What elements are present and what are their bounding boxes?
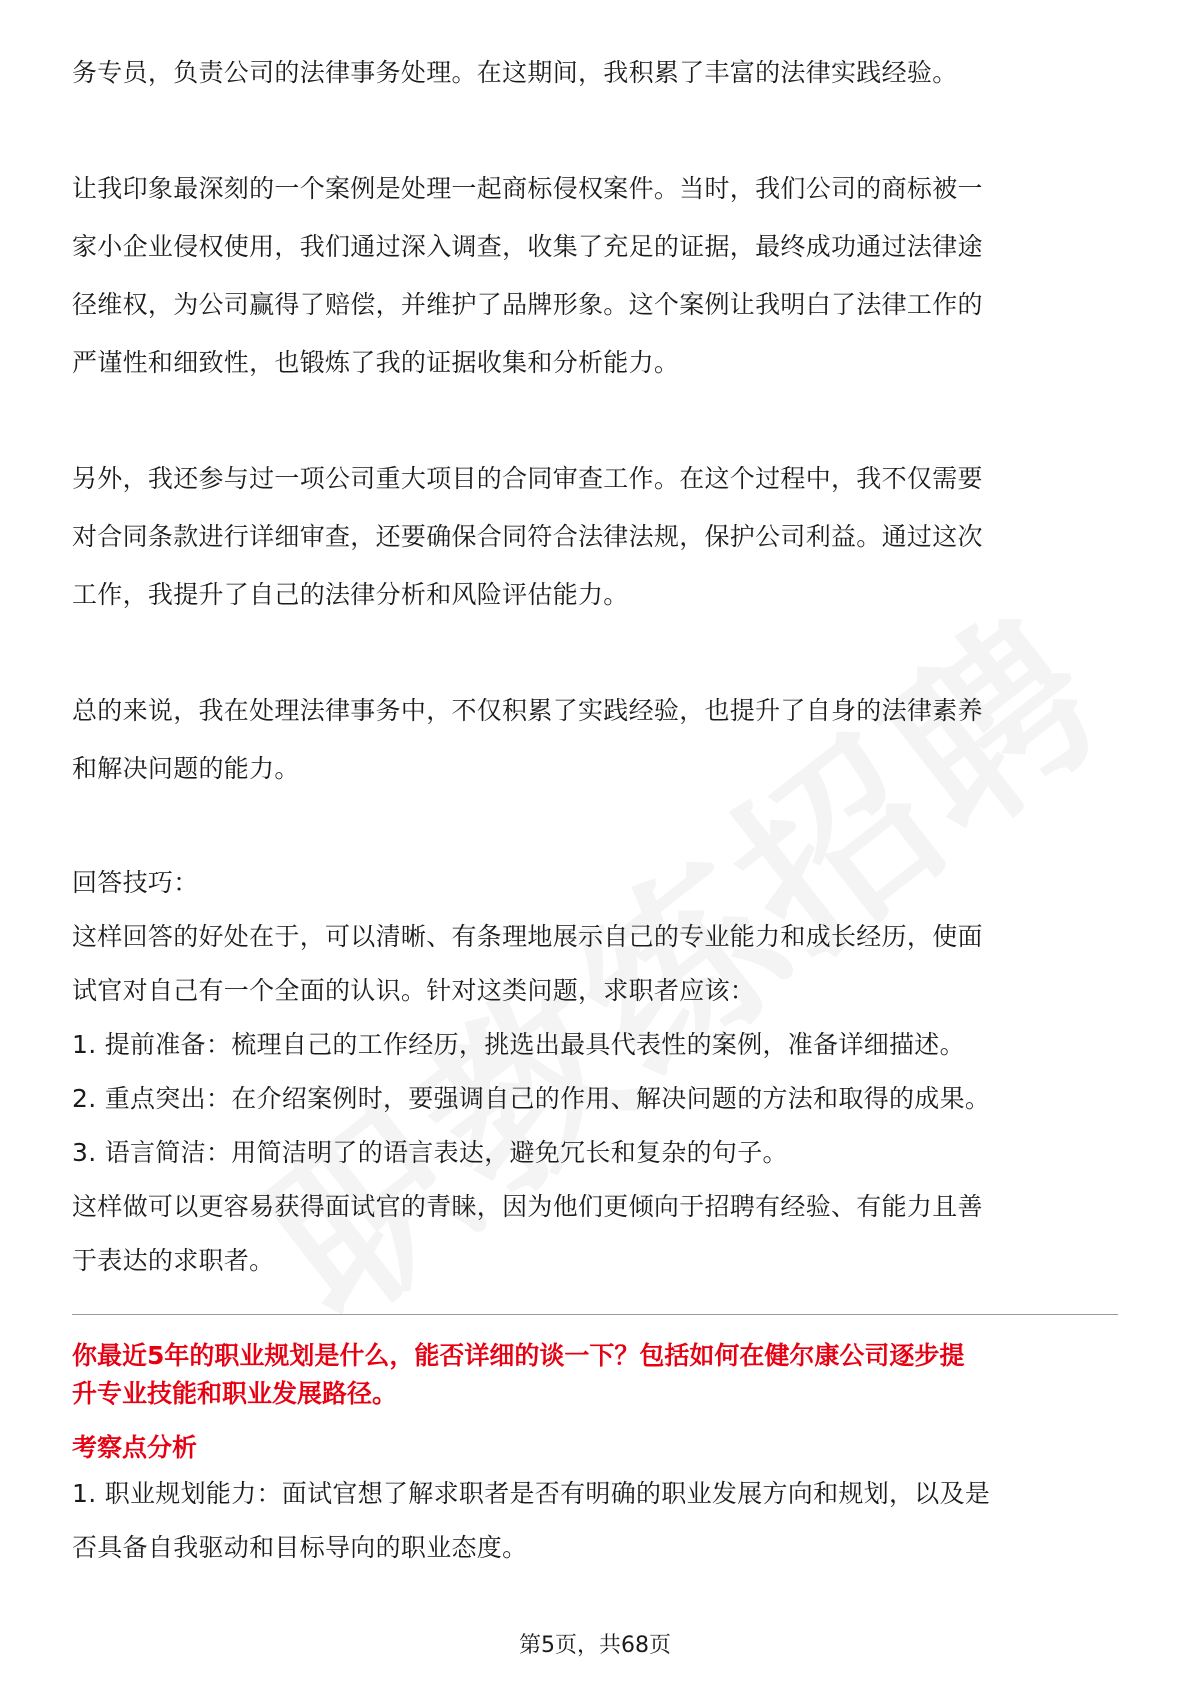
paragraph-gap: [72, 798, 1118, 856]
question-line: 升专业技能和职业发展路径。: [72, 1379, 398, 1408]
paragraph-line: 让我印象最深刻的一个案例是处理一起商标侵权案件。当时，我们公司的商标被一: [72, 174, 983, 203]
paragraph-line: 工作，我提升了自己的法律分析和风险评估能力。: [72, 580, 629, 609]
answer-tips-section: [72, 856, 1118, 1288]
paragraph-trademark-case: [72, 160, 1118, 392]
tips-list-item: 2. 重点突出：在介绍案例时，要强调自己的作用、解决问题的方法和取得的成果。: [72, 1084, 991, 1113]
analysis-item: [72, 1467, 1118, 1575]
section-divider: [72, 1314, 1118, 1315]
paragraph-line: 另外，我还参与过一项公司重大项目的合同审查工作。在这个过程中，我不仅需要: [72, 464, 983, 493]
paragraph-line: 径维权，为公司赢得了赔偿，并维护了品牌形象。这个案例让我明白了法律工作的: [72, 290, 983, 319]
analysis-title: 考察点分析: [72, 1433, 198, 1462]
paragraph-summary: [72, 682, 1118, 798]
tips-heading: 回答技巧：: [72, 868, 199, 897]
interview-question: [72, 1337, 1118, 1413]
tips-closing-line: 于表达的求职者。: [72, 1246, 275, 1275]
paragraph-line: 对合同条款进行详细审查，还要确保合同符合法律法规，保护公司利益。通过这次: [72, 522, 983, 551]
analysis-line: 1. 职业规划能力：面试官想了解求职者是否有明确的职业发展方向和规划，以及是: [72, 1479, 991, 1508]
tips-intro-line: 这样回答的好处在于，可以清晰、有条理地展示自己的专业能力和成长经历，使面: [72, 922, 983, 951]
tips-list-item: 1. 提前准备：梳理自己的工作经历，挑选出最具代表性的案例，准备详细描述。: [72, 1030, 965, 1059]
paragraph-line: 严谨性和细致性，也锻炼了我的证据收集和分析能力。: [72, 348, 680, 377]
paragraph-contract-review: [72, 450, 1118, 624]
paragraph-gap: [72, 392, 1118, 450]
paragraph-gap: [72, 624, 1118, 682]
tips-intro-line: 试官对自己有一个全面的认识。针对这类问题，求职者应该：: [72, 976, 756, 1005]
paragraph-line: 总的来说，我在处理法律事务中，不仅积累了实践经验，也提升了自身的法律素养: [72, 696, 983, 725]
page-content: [72, 44, 1118, 1575]
question-line: 你最近5年的职业规划是什么，能否详细的谈一下？包括如何在健尔康公司逐步提: [72, 1341, 965, 1370]
paragraph-line: 和解决问题的能力。: [72, 754, 300, 783]
tips-list-item: 3. 语言简洁：用简洁明了的语言表达，避免冗长和复杂的句子。: [72, 1138, 788, 1167]
paragraph-intro: 务专员，负责公司的法律事务处理。在这期间，我积累了丰富的法律实践经验。: [72, 58, 958, 87]
tips-closing-line: 这样做可以更容易获得面试官的青睐，因为他们更倾向于招聘有经验、有能力且善: [72, 1192, 983, 1221]
paragraph-gap: [72, 102, 1118, 160]
paragraph-line: 家小企业侵权使用，我们通过深入调查，收集了充足的证据，最终成功通过法律途: [72, 232, 983, 261]
analysis-line: 否具备自我驱动和目标导向的职业态度。: [72, 1533, 528, 1562]
page-number-footer: 第5页，共68页: [519, 1633, 671, 1658]
